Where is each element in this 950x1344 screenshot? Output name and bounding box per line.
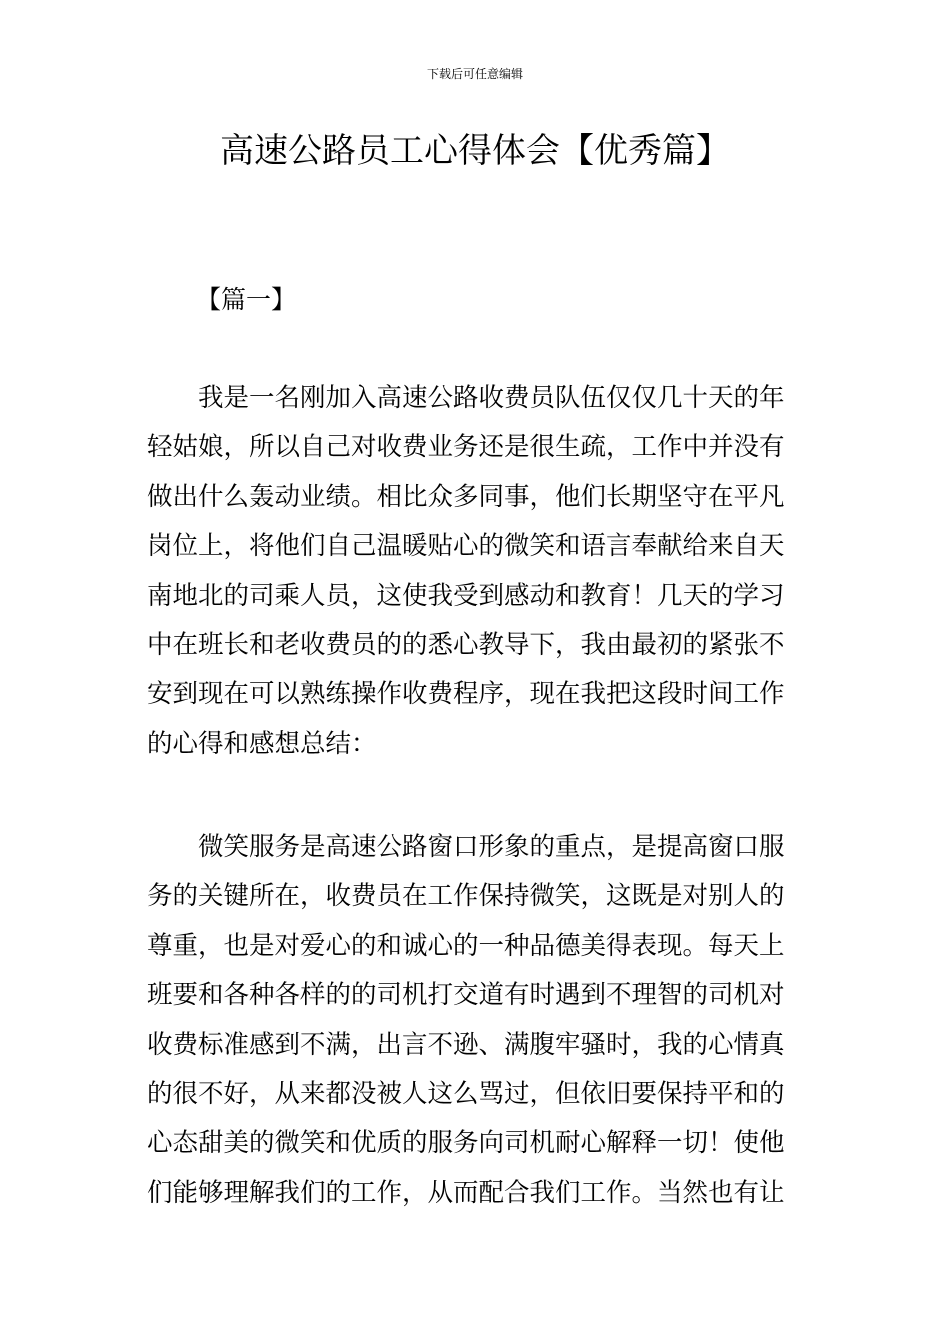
paragraph-line: 中在班长和老收费员的的悉心教导下，我由最初的紧张不 — [147, 629, 785, 660]
paragraph-line: 安到现在可以熟练操作收费程序，现在我把这段时间工作 — [147, 679, 785, 710]
paragraph-line: 的很不好，从来都没被人这么骂过，但依旧要保持平和的 — [147, 1078, 785, 1109]
paragraph-line: 南地北的司乘人员，这使我受到感动和教育！几天的学习 — [147, 580, 785, 611]
paragraph-line: 尊重，也是对爱心的和诚心的一种品德美得表现。每天上 — [147, 930, 785, 961]
paragraph-line: 务的关键所在，收费员在工作保持微笑，这既是对别人的 — [147, 881, 785, 912]
page-header-note: 下载后可任意编辑 — [426, 67, 523, 81]
paragraph-line: 岗位上，将他们自己温暖贴心的微笑和语言奉献给来自天 — [147, 531, 785, 562]
section-label: 【篇一】 — [196, 285, 297, 314]
paragraph-line: 心态甜美的微笑和优质的服务向司机耐心解释一切！使他 — [147, 1128, 785, 1159]
paragraph-line: 们能够理解我们的工作，从而配合我们工作。当然也有让 — [147, 1177, 785, 1208]
paragraph-line: 做出什么轰动业绩。相比众多同事，他们长期坚守在平凡 — [147, 481, 785, 512]
paragraph-line: 收费标准感到不满，出言不逊、满腹牢骚时，我的心情真 — [147, 1029, 785, 1060]
paragraph-1 — [147, 374, 807, 769]
paragraph-2 — [147, 823, 807, 1218]
paragraph-line: 的心得和感想总结： — [147, 728, 377, 759]
paragraph-line: 微笑服务是高速公路窗口形象的重点，是提高窗口服 — [198, 832, 785, 862]
paragraph-line: 班要和各种各样的的司机打交道有时遇到不理智的司机对 — [147, 980, 785, 1011]
paragraph-line: 轻姑娘，所以自己对收费业务还是很生疏，工作中并没有 — [147, 432, 785, 463]
document-title: 高速公路员工心得体会【优秀篇】 — [220, 131, 730, 171]
paragraph-line: 我是一名刚加入高速公路收费员队伍仅仅几十天的年 — [198, 383, 785, 413]
